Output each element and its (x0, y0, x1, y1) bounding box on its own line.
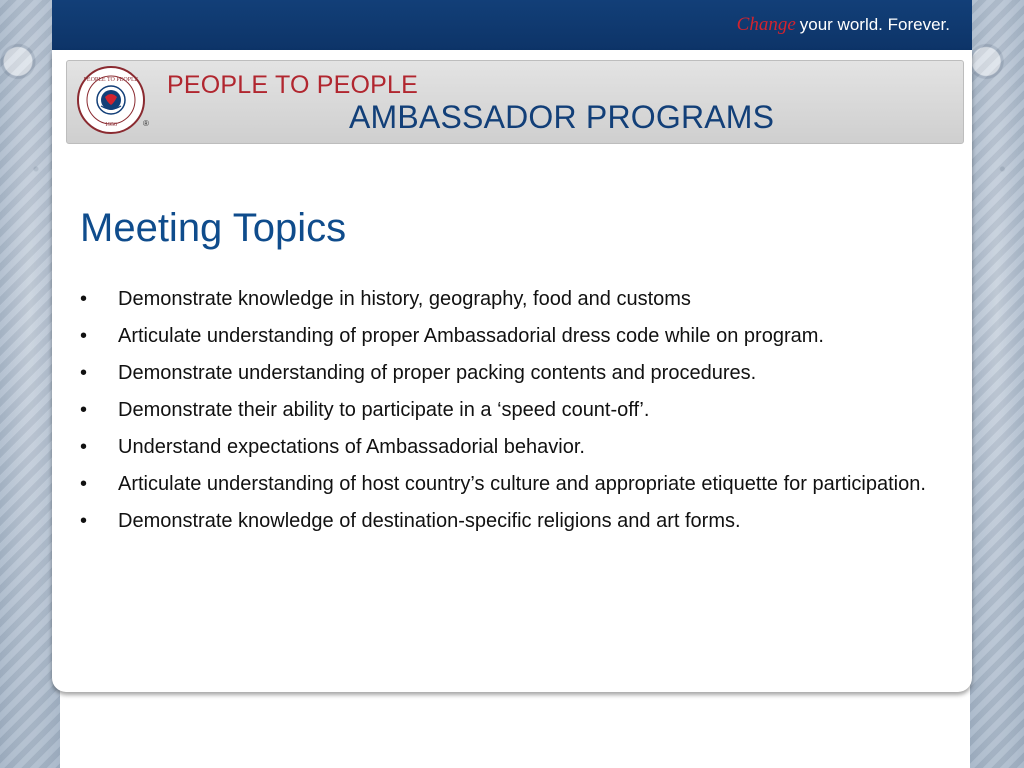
left-stamp-background (0, 0, 60, 768)
bullet-dot-icon: • (80, 510, 88, 532)
bullet-dot-icon: • (80, 399, 88, 421)
tagline (737, 14, 950, 36)
bullet-item (76, 432, 946, 463)
bullet-item (76, 321, 946, 352)
bullet-dot-icon: • (80, 436, 88, 458)
bullet-item (76, 395, 946, 426)
bullet-dot-icon: • (80, 288, 88, 310)
slide-card (52, 50, 972, 692)
header-bar (52, 0, 972, 50)
bullet-text: Articulate understanding of host country’s culture and appropriate etiquette for participation. (118, 473, 926, 495)
org-name-line2: AMBASSADOR PROGRAMS (349, 99, 775, 135)
registered-mark: ® (143, 119, 149, 128)
bullet-text: Demonstrate their ability to participate in a ‘speed count-off’. (118, 399, 650, 421)
organization-banner (66, 60, 964, 144)
bullet-dot-icon: • (80, 473, 88, 495)
bullet-text: Demonstrate understanding of proper packing contents and procedures. (118, 362, 757, 384)
tagline-rest: your world. Forever. (799, 15, 950, 34)
organization-seal-logo (77, 66, 145, 134)
bullet-dot-icon: • (80, 325, 88, 347)
org-name-line1: PEOPLE TO PEOPLE (167, 71, 419, 99)
bullet-item (76, 469, 946, 500)
bullet-item (76, 358, 946, 389)
bullet-dot-icon: • (80, 362, 88, 384)
bullet-item (76, 506, 946, 537)
bullet-text: Demonstrate knowledge of destination-specific religions and art forms. (118, 510, 741, 532)
svg-text:1956: 1956 (105, 122, 117, 128)
bullet-text: Articulate understanding of proper Ambassadorial dress code while on program. (118, 325, 824, 347)
slide-title: Meeting Topics (80, 206, 347, 250)
seal-graphic (79, 68, 143, 132)
bullet-text: Understand expectations of Ambassadorial behavior. (118, 436, 585, 458)
right-stamp-background (970, 0, 1024, 768)
tagline-accent: Change (736, 14, 796, 35)
bullet-list (76, 284, 946, 543)
bullet-text: Demonstrate knowledge in history, geography, food and customs (118, 288, 691, 310)
bullet-item (76, 284, 946, 315)
svg-text:PEOPLE TO PEOPLE: PEOPLE TO PEOPLE (83, 77, 139, 83)
